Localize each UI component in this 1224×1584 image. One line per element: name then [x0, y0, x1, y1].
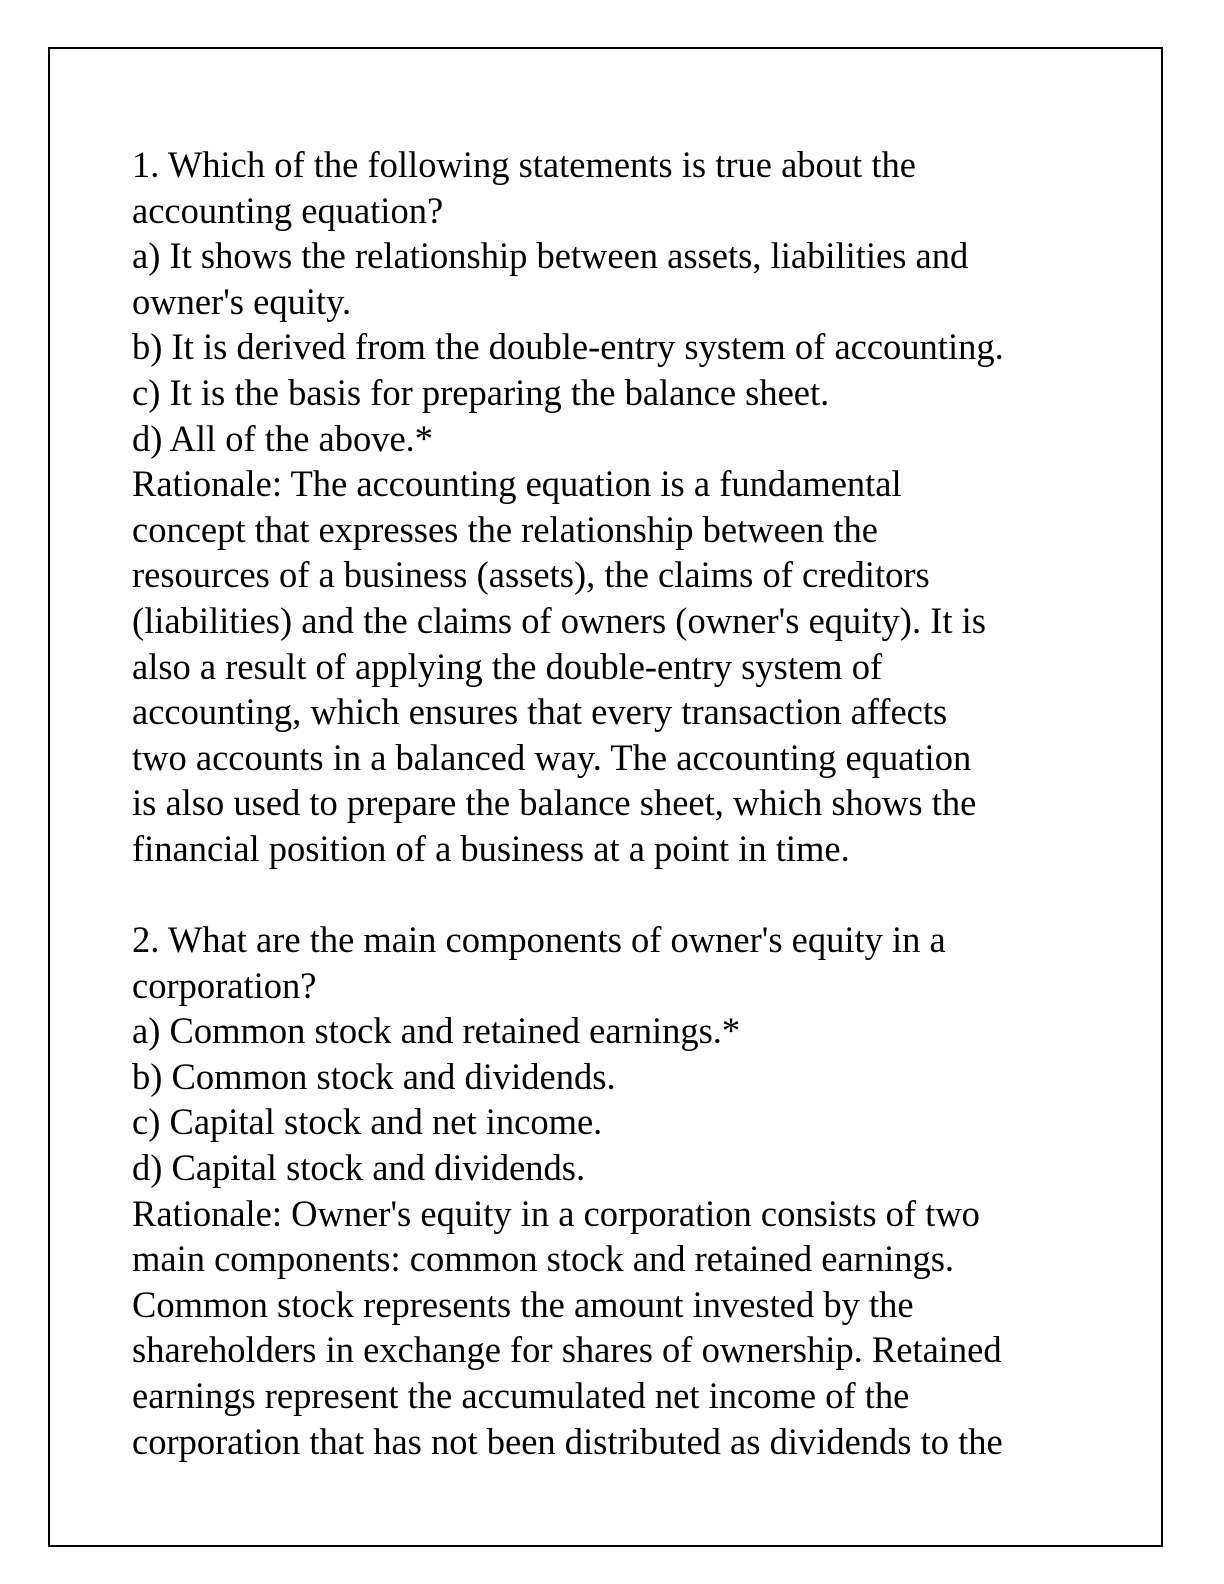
option-d — [132, 1145, 1122, 1191]
rationale-line: accounting, which ensures that every transaction affects — [132, 691, 948, 733]
rationale-line: main components: common stock and retained earnings. — [132, 1238, 955, 1280]
option-line: owner's equity. — [132, 280, 352, 322]
option-line: c) Capital stock and net income. — [132, 1101, 603, 1143]
rationale-line: resources of a business (assets), the claims of creditors — [132, 554, 930, 596]
rationale-line: (liabilities) and the claims of owners (owner's equity). It is — [132, 599, 986, 641]
option-a — [132, 233, 1122, 324]
option-b — [132, 324, 1122, 370]
rationale-line: corporation that has not been distributed as dividends to the — [132, 1420, 1003, 1462]
question-2-text — [132, 917, 1122, 1008]
document-body — [132, 142, 1122, 1464]
option-line: b) Common stock and dividends. — [132, 1055, 616, 1097]
rationale-line: earnings represent the accumulated net income of the — [132, 1375, 910, 1417]
option-c — [132, 370, 1122, 416]
rationale-line: concept that expresses the relationship between the — [132, 508, 878, 550]
option-d — [132, 416, 1122, 462]
rationale-line: financial position of a business at a point in time. — [132, 827, 850, 869]
question-2-rationale — [132, 1191, 1122, 1465]
question-line: corporation? — [132, 964, 317, 1006]
option-line: a) Common stock and retained earnings.* — [132, 1010, 741, 1052]
rationale-line: shareholders in exchange for shares of ownership. Retained — [132, 1329, 1002, 1371]
rationale-line: is also used to prepare the balance sheet, which shows the — [132, 782, 977, 824]
option-c — [132, 1099, 1122, 1145]
question-1-rationale — [132, 461, 1122, 871]
rationale-line: two accounts in a balanced way. The accounting equation — [132, 736, 972, 778]
option-line: d) All of the above.* — [132, 417, 434, 459]
option-line: b) It is derived from the double-entry system of accounting. — [132, 326, 1004, 368]
rationale-line: Rationale: The accounting equation is a fundamental — [132, 463, 902, 505]
rationale-line: Rationale: Owner's equity in a corporation consists of two — [132, 1192, 980, 1234]
question-2-options — [132, 1008, 1122, 1190]
question-spacer — [132, 872, 1122, 918]
option-line: c) It is the basis for preparing the balance sheet. — [132, 371, 830, 413]
option-line: d) Capital stock and dividends. — [132, 1147, 586, 1189]
question-1-options — [132, 233, 1122, 461]
question-line: 2. What are the main components of owner's equity in a — [132, 919, 946, 961]
question-1-text — [132, 142, 1122, 233]
question-2 — [132, 917, 1122, 1464]
option-a — [132, 1008, 1122, 1054]
option-line: a) It shows the relationship between assets, liabilities and — [132, 235, 969, 277]
option-b — [132, 1054, 1122, 1100]
question-1 — [132, 142, 1122, 872]
question-line: accounting equation? — [132, 189, 444, 231]
question-line: 1. Which of the following statements is true about the — [132, 144, 916, 185]
rationale-line: Common stock represents the amount invested by the — [132, 1283, 914, 1325]
rationale-line: also a result of applying the double-entry system of — [132, 645, 883, 687]
